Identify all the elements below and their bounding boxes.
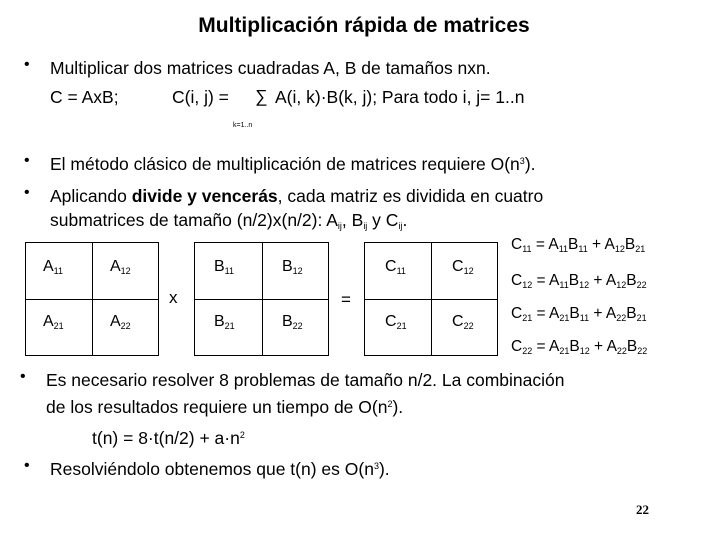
necesario-line: Es necesario resolver 8 problemas de tamaño n/2. La combinación bbox=[46, 370, 565, 390]
divide-line: Aplicando divide y vencerás, cada matriz es dividida en cuatro bbox=[50, 186, 544, 206]
resolviendo-line: Resolviéndolo obtenemos que t(n) es $O(n^3)$. bbox=[50, 459, 390, 479]
matrix-b-cell-21: $B_{21}$ bbox=[214, 313, 235, 331]
bullet-icon: • bbox=[20, 368, 26, 385]
matrix-a-cell-21: $A_{21}$ bbox=[43, 313, 64, 331]
equation-c11: $C_{11} = A_{11}B_{11} + A_{12}B_{21}$ bbox=[511, 236, 646, 254]
equals-symbol: = bbox=[341, 290, 351, 309]
matrix-a-cell-12: $A_{12}$ bbox=[110, 258, 131, 276]
c-definition: C = AxB; bbox=[50, 87, 119, 107]
bullet-icon: • bbox=[24, 56, 30, 73]
divide-line-2: submatrices de tamaño (n/2)x(n/2): $A_{ij}$, $B_{ij}$ y $C_{ij}$. bbox=[50, 210, 408, 231]
bullet-icon: • bbox=[24, 152, 30, 169]
matrix-c-cell-21: $C_{21}$ bbox=[385, 313, 407, 331]
matrix-c-cell-11: $C_{11}$ bbox=[385, 258, 406, 276]
equation-c21: $C_{21} = A_{21}B_{11} + A_{22}B_{21}$ bbox=[511, 305, 647, 323]
necesario-line-2: de los resultados requiere un tiempo de $O(n^2)$. bbox=[46, 397, 404, 417]
sum-symbol: ∑ bbox=[255, 86, 268, 106]
times-symbol: x bbox=[169, 288, 178, 307]
matrix-c-cell-22: $C_{22}$ bbox=[452, 313, 474, 331]
intro-line: Multiplicar dos matrices cuadradas A, B de tamaños nxn. bbox=[50, 58, 491, 78]
matrix-c-cell-12: $C_{12}$ bbox=[452, 258, 474, 276]
equation-c12: $C_{12} = A_{11}B_{12} + A_{12}B_{22}$ bbox=[511, 272, 647, 290]
matrix-a-cell-22: $A_{22}$ bbox=[110, 313, 131, 331]
bullet-icon: • bbox=[24, 457, 30, 474]
c-element-lhs: C(i, j) = bbox=[172, 87, 229, 107]
slide-title: Multiplicación rápida de matrices bbox=[198, 14, 530, 37]
sum-range: k=1..n bbox=[233, 122, 253, 129]
recurrence: $t(n) = 8\cdot t(n/2) + a\cdot n^2$ bbox=[92, 428, 245, 448]
matrix-b-cell-12: $B_{12}$ bbox=[282, 258, 303, 276]
bullet-icon: • bbox=[24, 184, 30, 201]
matrix-b-cell-22: $B_{22}$ bbox=[282, 313, 303, 331]
matrix-b-cell-11: $B_{11}$ bbox=[214, 258, 235, 276]
page-number: 22 bbox=[636, 502, 649, 517]
matrix-a-cell-11: $A_{11}$ bbox=[43, 258, 64, 276]
classic-line: El método clásico de multiplicación de matrices requiere $O(n^3)$. bbox=[50, 154, 536, 174]
c-element-rhs: A(i, k)·B(k, j); Para todo i, j= 1..n bbox=[275, 87, 525, 107]
equation-c22: $C_{22} = A_{21}B_{12} + A_{22}B_{22}$ bbox=[511, 338, 648, 356]
